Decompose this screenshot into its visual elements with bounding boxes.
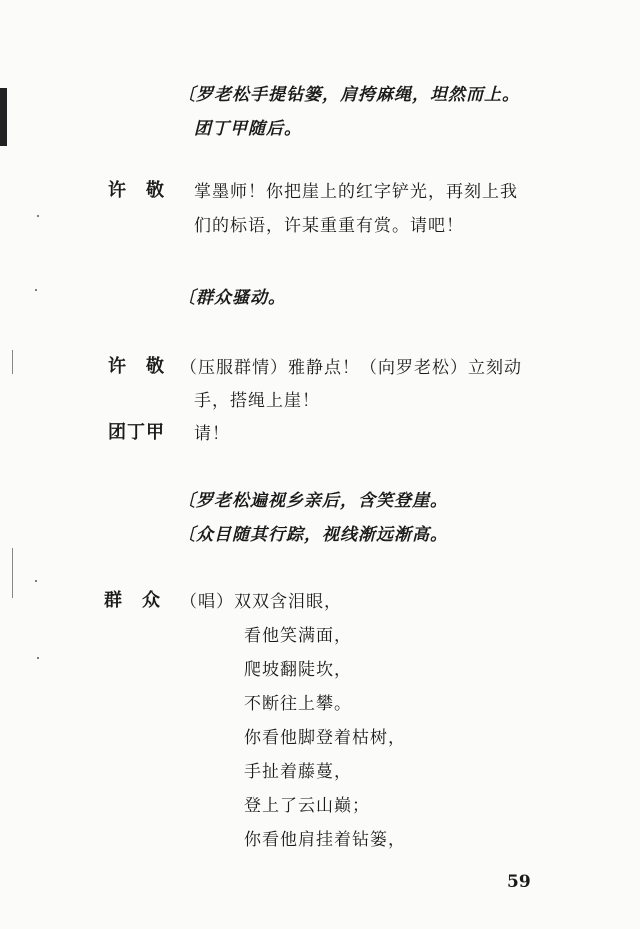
dialogue-line: （压服群情）雅静点！（向罗老松）立刻动 (180, 358, 522, 378)
song-line: 看他笑满面， (244, 626, 352, 646)
binding-edge-mark (0, 88, 7, 146)
scan-edge-line (12, 350, 13, 374)
scan-speck (35, 580, 37, 582)
stage-direction: 团丁甲随后。 (194, 119, 302, 139)
scan-speck (37, 657, 39, 659)
stage-direction: 〔罗老松手提钻篓，肩挎麻绳，坦然而上。 (178, 85, 520, 105)
dialogue-line: 掌墨师！你把崖上的红字铲光，再刻上我 (194, 182, 518, 202)
dialogue-line: 们的标语，许某重重有赏。请吧！ (194, 216, 464, 236)
song-line: 你看他肩挂着钻篓， (244, 830, 406, 850)
stage-direction: 〔罗老松遍视乡亲后，含笑登崖。 (178, 491, 448, 511)
song-line: 不断往上攀。 (244, 694, 352, 714)
page-number: 59 (507, 872, 531, 892)
dialogue-line: 请！ (194, 424, 230, 444)
speaker-name: 许 敬 (108, 356, 165, 377)
song-line: 你看他脚登着枯树， (244, 728, 406, 748)
song-line: 登上了云山巅； (244, 796, 370, 816)
speaker-name: 群 众 (104, 590, 161, 611)
song-line: （唱）双双含泪眼， (180, 592, 342, 612)
song-line: 手扯着藤蔓， (244, 762, 352, 782)
scan-edge-line (12, 548, 13, 598)
stage-direction: 〔群众骚动。 (178, 288, 286, 308)
speaker-name: 团丁甲 (108, 422, 165, 443)
speaker-name: 许 敬 (108, 180, 165, 201)
scan-speck (37, 215, 39, 217)
dialogue-line: 手，搭绳上崖！ (194, 391, 320, 411)
stage-direction: 〔众目随其行踪，视线渐远渐高。 (178, 525, 448, 545)
song-line: 爬坡翻陡坎， (244, 660, 352, 680)
scan-speck (35, 289, 37, 291)
